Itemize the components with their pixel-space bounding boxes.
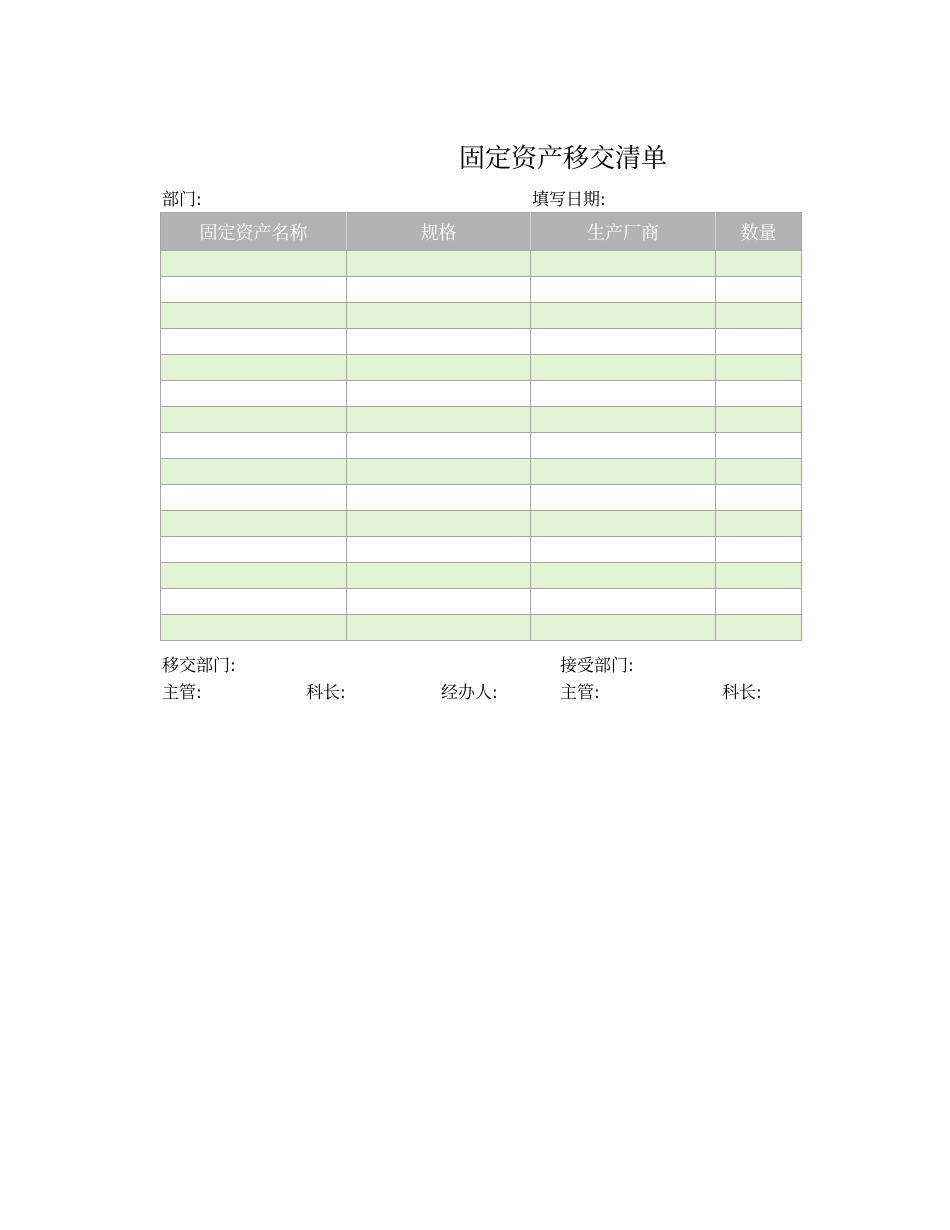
cell-specification[interactable] <box>347 563 531 589</box>
cell-quantity[interactable] <box>716 251 802 277</box>
cell-quantity[interactable] <box>716 329 802 355</box>
cell-asset-name[interactable] <box>161 277 347 303</box>
cell-quantity[interactable] <box>716 485 802 511</box>
cell-manufacturer[interactable] <box>531 615 716 641</box>
transfer-section-chief-label: 科长: <box>306 683 346 703</box>
cell-specification[interactable] <box>347 537 531 563</box>
receive-section-chief-label: 科长: <box>722 683 762 703</box>
cell-manufacturer[interactable] <box>531 459 716 485</box>
handler-label: 经办人: <box>441 683 498 703</box>
cell-specification[interactable] <box>347 511 531 537</box>
cell-specification[interactable] <box>347 277 531 303</box>
cell-manufacturer[interactable] <box>531 511 716 537</box>
cell-quantity[interactable] <box>716 459 802 485</box>
cell-quantity[interactable] <box>716 407 802 433</box>
cell-asset-name[interactable] <box>161 563 347 589</box>
table-row <box>161 329 802 355</box>
cell-specification[interactable] <box>347 407 531 433</box>
cell-asset-name[interactable] <box>161 537 347 563</box>
cell-quantity[interactable] <box>716 303 802 329</box>
table-row <box>161 251 802 277</box>
asset-table-body <box>161 251 802 641</box>
cell-quantity[interactable] <box>716 433 802 459</box>
cell-manufacturer[interactable] <box>531 589 716 615</box>
cell-specification[interactable] <box>347 355 531 381</box>
cell-quantity[interactable] <box>716 563 802 589</box>
column-header-specification: 规格 <box>347 213 531 251</box>
table-row <box>161 537 802 563</box>
cell-quantity[interactable] <box>716 615 802 641</box>
document-title: 固定资产移交清单 <box>459 144 668 174</box>
cell-specification[interactable] <box>347 589 531 615</box>
asset-table <box>160 212 802 641</box>
cell-manufacturer[interactable] <box>531 537 716 563</box>
date-label: 填写日期: <box>532 190 606 210</box>
cell-specification[interactable] <box>347 381 531 407</box>
table-row <box>161 381 802 407</box>
cell-asset-name[interactable] <box>161 355 347 381</box>
cell-asset-name[interactable] <box>161 303 347 329</box>
table-row <box>161 589 802 615</box>
table-row <box>161 511 802 537</box>
table-row <box>161 433 802 459</box>
cell-specification[interactable] <box>347 329 531 355</box>
department-label: 部门: <box>162 190 202 210</box>
receive-department-label: 接受部门: <box>560 656 634 676</box>
receive-supervisor-label: 主管: <box>560 683 600 703</box>
cell-manufacturer[interactable] <box>531 433 716 459</box>
cell-specification[interactable] <box>347 615 531 641</box>
table-row <box>161 485 802 511</box>
cell-asset-name[interactable] <box>161 459 347 485</box>
table-row <box>161 459 802 485</box>
cell-asset-name[interactable] <box>161 329 347 355</box>
cell-specification[interactable] <box>347 485 531 511</box>
cell-quantity[interactable] <box>716 537 802 563</box>
cell-asset-name[interactable] <box>161 407 347 433</box>
cell-manufacturer[interactable] <box>531 251 716 277</box>
column-header-quantity: 数量 <box>716 213 802 251</box>
cell-manufacturer[interactable] <box>531 381 716 407</box>
cell-specification[interactable] <box>347 251 531 277</box>
table-row <box>161 563 802 589</box>
cell-manufacturer[interactable] <box>531 485 716 511</box>
table-row <box>161 303 802 329</box>
cell-asset-name[interactable] <box>161 589 347 615</box>
cell-quantity[interactable] <box>716 589 802 615</box>
cell-asset-name[interactable] <box>161 511 347 537</box>
cell-manufacturer[interactable] <box>531 563 716 589</box>
table-row <box>161 407 802 433</box>
transfer-department-label: 移交部门: <box>162 656 236 676</box>
column-header-asset-name: 固定资产名称 <box>161 213 347 251</box>
cell-manufacturer[interactable] <box>531 277 716 303</box>
cell-specification[interactable] <box>347 459 531 485</box>
cell-manufacturer[interactable] <box>531 303 716 329</box>
cell-manufacturer[interactable] <box>531 329 716 355</box>
header-row <box>161 213 802 251</box>
cell-asset-name[interactable] <box>161 485 347 511</box>
asset-table-header <box>161 213 802 251</box>
cell-quantity[interactable] <box>716 355 802 381</box>
cell-specification[interactable] <box>347 433 531 459</box>
cell-specification[interactable] <box>347 303 531 329</box>
cell-quantity[interactable] <box>716 381 802 407</box>
cell-asset-name[interactable] <box>161 615 347 641</box>
cell-asset-name[interactable] <box>161 251 347 277</box>
cell-quantity[interactable] <box>716 511 802 537</box>
column-header-manufacturer: 生产厂商 <box>531 213 716 251</box>
transfer-supervisor-label: 主管: <box>162 683 202 703</box>
cell-quantity[interactable] <box>716 277 802 303</box>
table-row <box>161 615 802 641</box>
table-row <box>161 277 802 303</box>
cell-asset-name[interactable] <box>161 381 347 407</box>
cell-manufacturer[interactable] <box>531 407 716 433</box>
cell-manufacturer[interactable] <box>531 355 716 381</box>
table-row <box>161 355 802 381</box>
cell-asset-name[interactable] <box>161 433 347 459</box>
